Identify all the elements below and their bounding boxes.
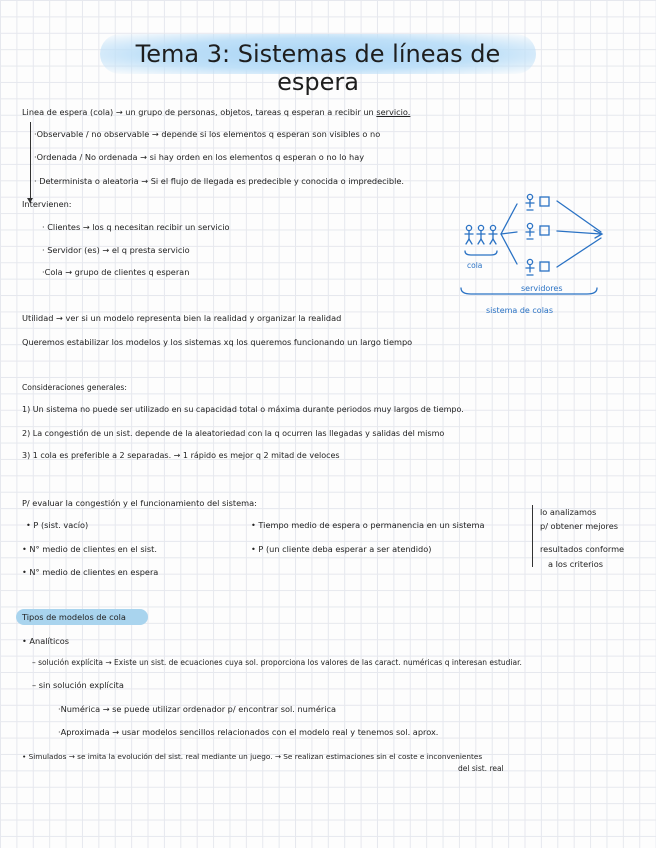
definition-keyword: servicio. (376, 107, 411, 117)
sistema-label: sistema de colas (486, 306, 553, 315)
servidores-label: servidores (521, 284, 563, 293)
definition-text: Linea de espera (cola) → un grupo de personas, objetos, tareas q esperan a recibir un (22, 107, 374, 117)
tipos-sol-explicita: – solución explícita → Existe un sist. de ecuaciones cuya sol. proporciona los valores de las caract. numéricas q interesan estudiar. (32, 658, 522, 667)
tipos-numerica: ·Numérica → se puede utilizar ordenador p/ encontrar sol. numérica (58, 704, 337, 714)
evaluar-middle-item: • Tiempo medio de espera o permanencia en un sistema (251, 520, 485, 530)
evaluar-right-item: p/ obtener mejores (540, 521, 618, 531)
tipos-sin-sol: – sin solución explícita (32, 680, 124, 690)
tipos-heading: Tipos de modelos de cola (22, 612, 126, 622)
definition-item: · Determinista o aleatoria → Si el flujo de llegada es predecible y conocida o impredecible. (34, 176, 405, 186)
tipos-aproximada: ·Aproximada → usar modelos sencillos relacionados con el modelo real y tenemos sol. aprox. (58, 727, 439, 737)
definition-item: ·Ordenada / No ordenada → si hay orden en los elementos q esperan o no lo hay (34, 152, 365, 162)
server-icon (526, 194, 549, 210)
evaluar-heading: P/ evaluar la congestión y el funcionamiento del sistema: (22, 498, 257, 508)
evaluar-right-item: resultados conforme (540, 544, 625, 554)
server-icon (526, 259, 549, 275)
client-icon (477, 225, 485, 244)
consideraciones-heading: Consideraciones generales: (22, 383, 127, 392)
consideraciones-item: 2) La congestión de un sist. depende de la aleatoriedad con la q ocurren las llegadas y salidas del mismo (22, 429, 445, 438)
intervienen-item: · Servidor (es) → el q presta servicio (42, 245, 190, 255)
utilidad-line: Queremos estabilizar los modelos y los sistemas xq los queremos funcionando un largo tiempo (22, 337, 413, 347)
client-icon (489, 225, 497, 244)
intervienen-heading: Intervienen: (22, 199, 72, 209)
evaluar-middle-item: • P (un cliente deba esperar a ser atendido) (251, 544, 432, 554)
consideraciones-item: 1) Un sistema no puede ser utilizado en su capacidad total o máxima durante periodos muy largos de tiempo. (22, 405, 464, 414)
client-icon (465, 225, 473, 244)
evaluar-left-item: • P (sist. vacío) (26, 520, 89, 530)
definition-line (22, 107, 410, 117)
tipos-simulados: • Simulados → se imita la evolución del sist. real mediante un juego. → Se realizan estimaciones sin el coste e inconvenientes (22, 752, 483, 761)
definition-item: ·Observable / no observable → depende si los elementos q esperan son visibles o no (34, 129, 381, 139)
page-title: Tema 3: Sistemas de líneas de espera (135, 40, 501, 96)
utilidad-line: Utilidad → ver si un modelo representa bien la realidad y organizar la realidad (22, 313, 342, 323)
cola-label: cola (467, 261, 483, 270)
evaluar-left-item: • N° medio de clientes en espera (22, 567, 159, 577)
evaluar-left-item: • N° medio de clientes en el sist. (22, 544, 157, 554)
definition-bracket (30, 122, 31, 202)
evaluar-right-item: lo analizamos (540, 507, 597, 517)
consideraciones-item: 3) 1 cola es preferible a 2 separadas. → 1 rápido es mejor q 2 mitad de veloces (22, 451, 340, 460)
server-icon (526, 223, 549, 239)
intervienen-item: · Clientes → los q necesitan recibir un servicio (42, 222, 230, 232)
tipos-analiticos: • Analíticos (22, 636, 70, 646)
title-highlight (100, 34, 536, 96)
intervienen-item: ·Cola → grupo de clientes q esperan (42, 267, 190, 277)
evaluar-right-item: a los criterios (548, 559, 604, 569)
queue-diagram (455, 188, 615, 320)
evaluar-bracket (532, 505, 533, 567)
tipos-simulados-cont: del sist. real (458, 764, 504, 773)
